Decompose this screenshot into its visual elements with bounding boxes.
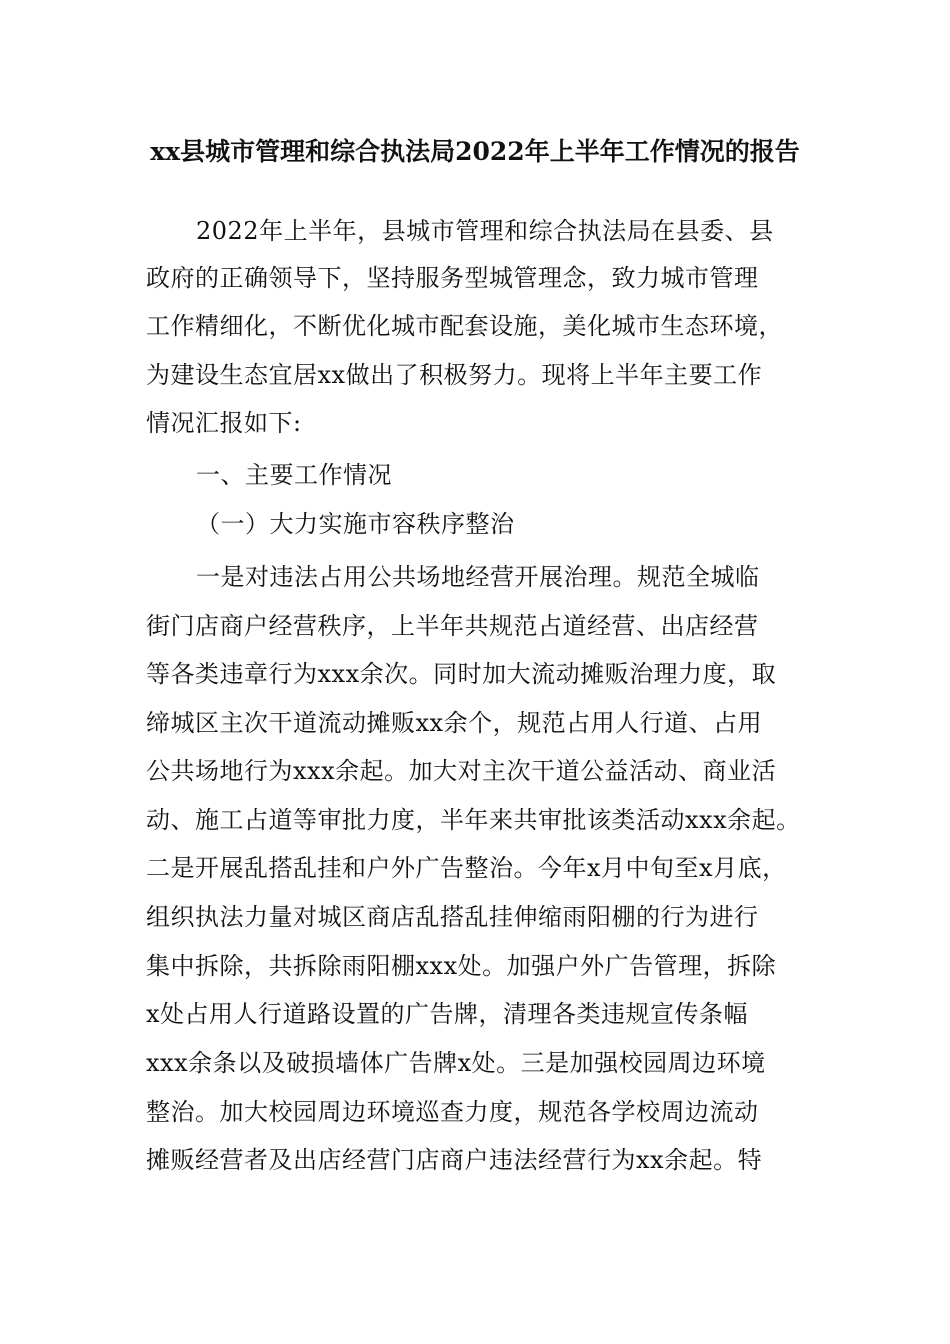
body-line: 街门店商户经营秩序，上半年共规范占道经营、出店经营 <box>146 612 759 640</box>
body-line: 一是对违法占用公共场地经营开展治理。规范全城临 <box>196 563 760 591</box>
document-title: xx县城市管理和综合执法局2022年上半年工作情况的报告 <box>150 137 800 166</box>
intro-line: 为建设生态宜居xx做出了积极努力。现将上半年主要工作 <box>146 361 763 389</box>
body-line: 等各类违章行为xxx余次。同时加大流动摊贩治理力度，取 <box>146 660 777 688</box>
intro-line: 工作精细化，不断优化城市配套设施，美化城市生态环境， <box>146 312 783 340</box>
body-line: 摊贩经营者及出店经营门店商户违法经营行为xx余起。特 <box>146 1146 763 1174</box>
intro-line: 政府的正确领导下，坚持服务型城管理念，致力城市管理 <box>146 264 759 292</box>
body-line: 缔城区主次干道流动摊贩xx余个，规范占用人行道、占用 <box>146 709 763 737</box>
intro-line: 2022年上半年，县城市管理和综合执法局在县委、县 <box>196 217 774 245</box>
body-line: xxx余条以及破损墙体广告牌x处。三是加强校园周边环境 <box>146 1049 766 1077</box>
body-line: 动、施工占道等审批力度，半年来共审批该类活动xxx余起。 <box>146 806 801 834</box>
body-line: x处占用人行道路设置的广告牌，清理各类违规宣传条幅 <box>146 1000 749 1028</box>
body-line: 集中拆除，共拆除雨阳棚xxx处。加强户外广告管理，拆除 <box>146 952 777 980</box>
body-line: 组织执法力量对城区商店乱搭乱挂伸缩雨阳棚的行为进行 <box>146 903 759 931</box>
section-heading: 一、主要工作情况 <box>196 461 392 489</box>
intro-line: 情况汇报如下: <box>146 409 302 437</box>
subsection-heading: （一）大力实施市容秩序整治 <box>196 510 515 538</box>
body-line: 公共场地行为xxx余起。加大对主次干道公益活动、商业活 <box>146 757 777 785</box>
body-line: 整治。加大校园周边环境巡查力度，规范各学校周边流动 <box>146 1098 759 1126</box>
body-line: 二是开展乱搭乱挂和户外广告整治。今年x月中旬至x月底， <box>146 854 787 882</box>
